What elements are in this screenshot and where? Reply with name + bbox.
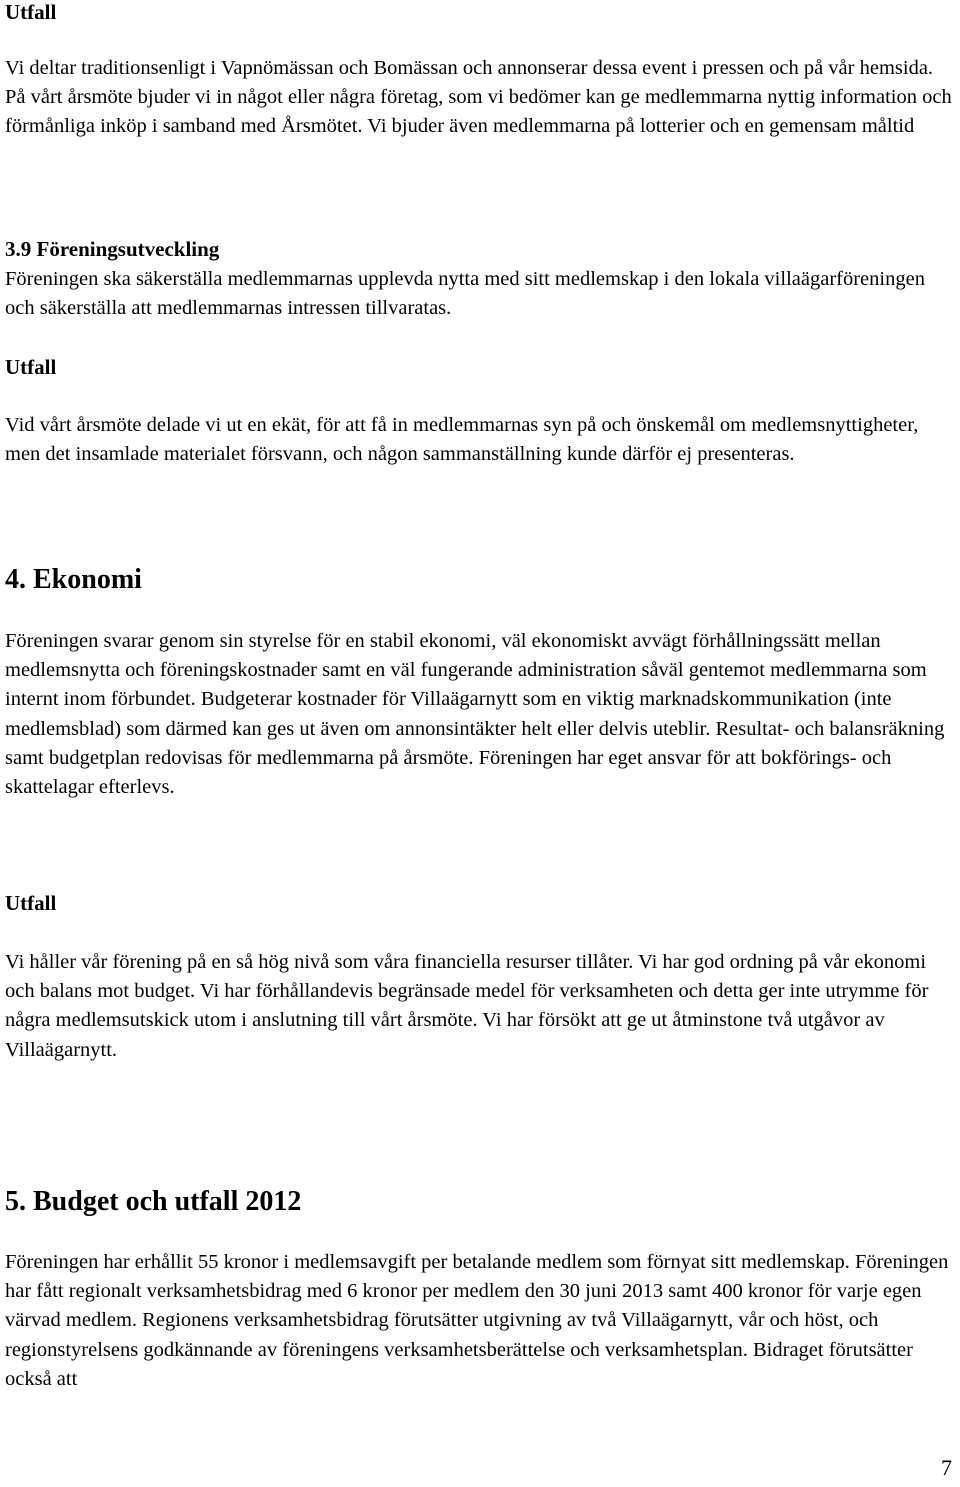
utfall-label-1: Utfall <box>5 0 57 24</box>
foreningsutveckling-text: Föreningen ska säkerställa medlemmarnas upplevda nytta med sitt medlemskap i den lokala villaägarföreningen och säkerställa att medlemmarnas intressen tillvaratas. <box>5 268 925 320</box>
utfall-text-1: Vi deltar traditionsenligt i Vapnömässan och Bomässan och annonserar dessa event i pressen och på vår hemsida. På vårt årsmöte bjuder vi in något eller några företag, som vi bedömer kan ge medlemmarna nyttig information och förmånliga inköp i samband med Årsmötet. Vi bjuder även medlemmarna på lotterier och en gemensam måltid <box>5 57 952 138</box>
section-heading-4: 4. Ekonomi <box>5 564 142 595</box>
utfall-text-2: Vid vårt årsmöte delade vi ut en ekät, för att få in medlemmarnas syn på och önskemål om medlemsnyttigheter, men det insamlade materialet försvann, och någon sammanställning kunde därför ej presenteras. <box>5 414 919 466</box>
budget-text: Föreningen har erhållit 55 kronor i medlemsavgift per betalande medlem som förnyat sitt medlemskap. Föreningen har fått regionalt verksamhetsbidrag med 6 kronor per medlem den 30 juni 2013 samt 400 kronor för varje egen värvad medlem. Regionens verksamhetsbidrag förutsätter utgivning av två Villaägarnytt, vår och höst, och regionstyrelsens godkännande av föreningens verksamhetsberättelse och verksamhetsplan. Bidraget förutsätter också att <box>5 1251 949 1390</box>
section-heading-3-9: 3.9 Föreningsutveckling <box>5 237 220 261</box>
section-heading-5: 5. Budget och utfall 2012 <box>5 1186 302 1217</box>
utfall-label-2: Utfall <box>5 355 57 379</box>
utfall-label-3: Utfall <box>5 891 57 915</box>
page-number: 7 <box>941 1455 952 1480</box>
utfall-text-3: Vi håller vår förening på en så hög nivå som våra financiella resurser tillåter. Vi har god ordning på vår ekonomi och balans mot budget. Vi har förhållandevis begränsade medel för verksamheten och detta ger inte utrymme för några medlemsutskick utom i anslutning till vårt årsmöte. Vi har försökt att ge ut åtminstone två utgåvor av Villaägarnytt. <box>5 951 929 1061</box>
ekonomi-text: Föreningen svarar genom sin styrelse för en stabil ekonomi, väl ekonomiskt avvägt förhållningssätt mellan medlemsnytta och föreningskostnader samt en väl fungerande administration såväl gentemot medlemmarna som internt inom förbundet. Budgeterar kostnader för Villaägarnytt som en viktig marknadskommunikation (inte medlemsblad) som därmed kan ges ut även om annonsintäkter helt eller delvis uteblir. Resultat- och balansräkning samt budgetplan redovisas för medlemmarna på årsmöte. Föreningen har eget ansvar för att bokförings- och skattelagar efterlevs. <box>5 630 945 799</box>
